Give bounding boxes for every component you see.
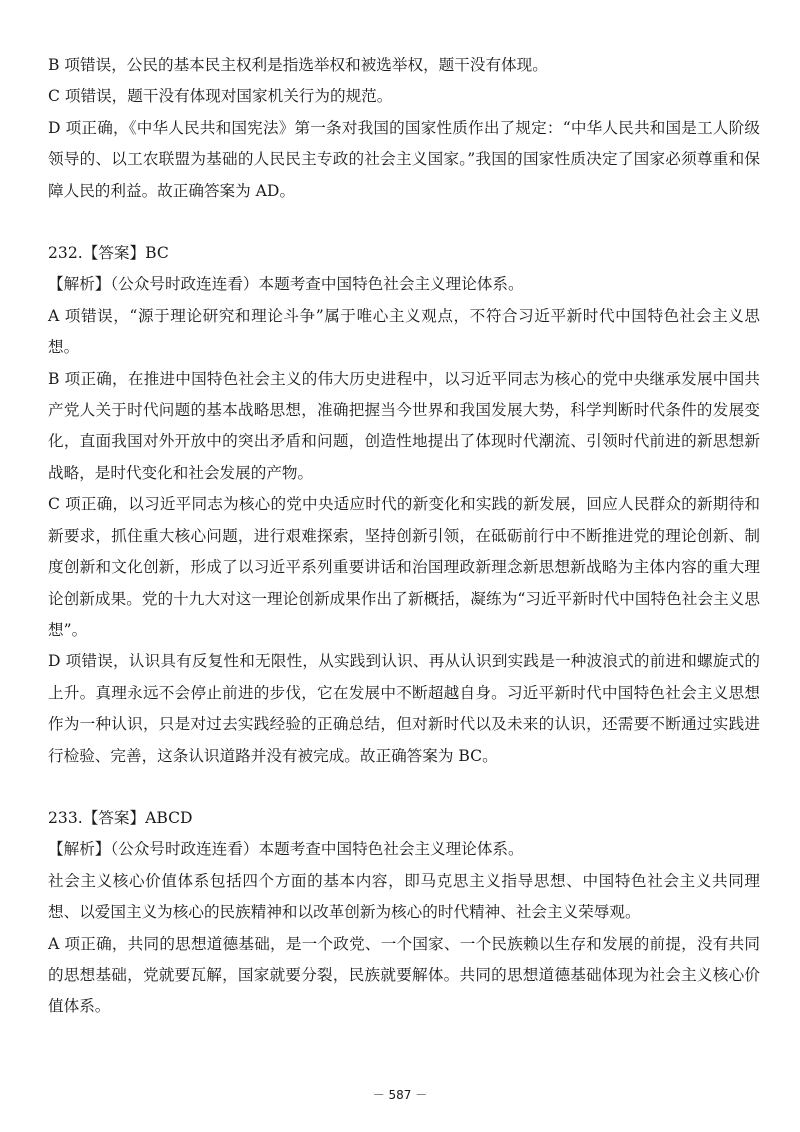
q233-analysis: 【解析】（公众号时政连连看）本题考查中国特色社会主义理论体系。 [48, 840, 524, 859]
q232-analysis: 【解析】（公众号时政连连看）本题考查中国特色社会主义理论体系。 [48, 275, 524, 294]
q232-option-a: A 项错误，“源于理论研究和理论斗争”属于唯心主义观点，不符合习近平新时代中国特色社会主义思想。 [48, 306, 760, 357]
section-gap [48, 772, 760, 803]
q232-option-d: D 项错误，认识具有反复性和无限性，从实践到认识、再从认识到实践是一种波浪式的前进和螺旋式的上升。真理永远不会停止前进的步伐，它在发展中不断超越自身。习近平新时代中国特色社会主义思想作为一种认识，只是对过去实践经验的正确总结，但对新时代以及未来的认识，还需要不断通过实践进行检验、完善，这条认识道路并没有被完成。故正确答案为 BC。 [48, 652, 760, 765]
q232-option-c: C 项正确，以习近平同志为核心的党中央适应时代的新变化和实践的新发展，回应人民群众的新期待和新要求，抓住重大核心问题，进行艰难探索，坚持创新引领，在砥砺前行中不断推进党的理论创新、制度创新和文化创新，形成了以习近平系列重要讲话和治国理政新理念新思想新战略为主体内容的重大理论创新成果。党的十九大对这一理论创新成果作出了新概括，凝练为“习近平新时代中国特色社会主义思想”。 [48, 495, 760, 639]
q231-option-d: D 项正确，《中华人民共和国宪法》第一条对我国的国家性质作出了规定：“中华人民共和国是工人阶级领导的、以工农联盟为基础的人民民主专政的社会主义国家。”我国的国家性质决定了国家必须尊重和保障人民的利益。故正确答案为 AD。 [48, 118, 760, 200]
q232-option-b: B 项正确，在推进中国特色社会主义的伟大历史进程中，以习近平同志为核心的党中央继承发展中国共产党人关于时代问题的基本战略思想，准确把握当今世界和我国发展大势，科学判断时代条件的发展变化，直面我国对外开放中的突出矛盾和问题，创造性地提出了体现时代潮流、引领时代前进的新思想新战略，是时代变化和社会发展的产物。 [48, 369, 760, 482]
q233-option-a: A 项正确，共同的思想道德基础，是一个政党、一个国家、一个民族赖以生存和发展的前提，没有共同的思想基础，党就要瓦解，国家就要分裂，民族就要解体。共同的思想道德基础体现为社会主义核心价值体系。 [48, 934, 761, 1016]
q231-option-c: C 项错误，题干没有体现对国家机关行为的规范。 [48, 87, 393, 106]
q231-option-b: B 项错误，公民的基本民主权利是指选举权和被选举权，题干没有体现。 [48, 56, 548, 74]
page-number: － 587 － [372, 1088, 428, 1102]
section-gap [48, 207, 760, 238]
q232-answer: 232.【答案】BC [48, 244, 169, 263]
q233-intro: 社会主义核心价值体系包括四个方面的基本内容，即马克思主义指导思想、中国特色社会主义共同理想、以爱国主义为核心的民族精神和以改革创新为核心的时代精神、社会主义荣辱观。 [48, 871, 760, 922]
q233-answer: 233.【答案】ABCD [48, 808, 193, 827]
document-page [48, 50, 760, 1023]
